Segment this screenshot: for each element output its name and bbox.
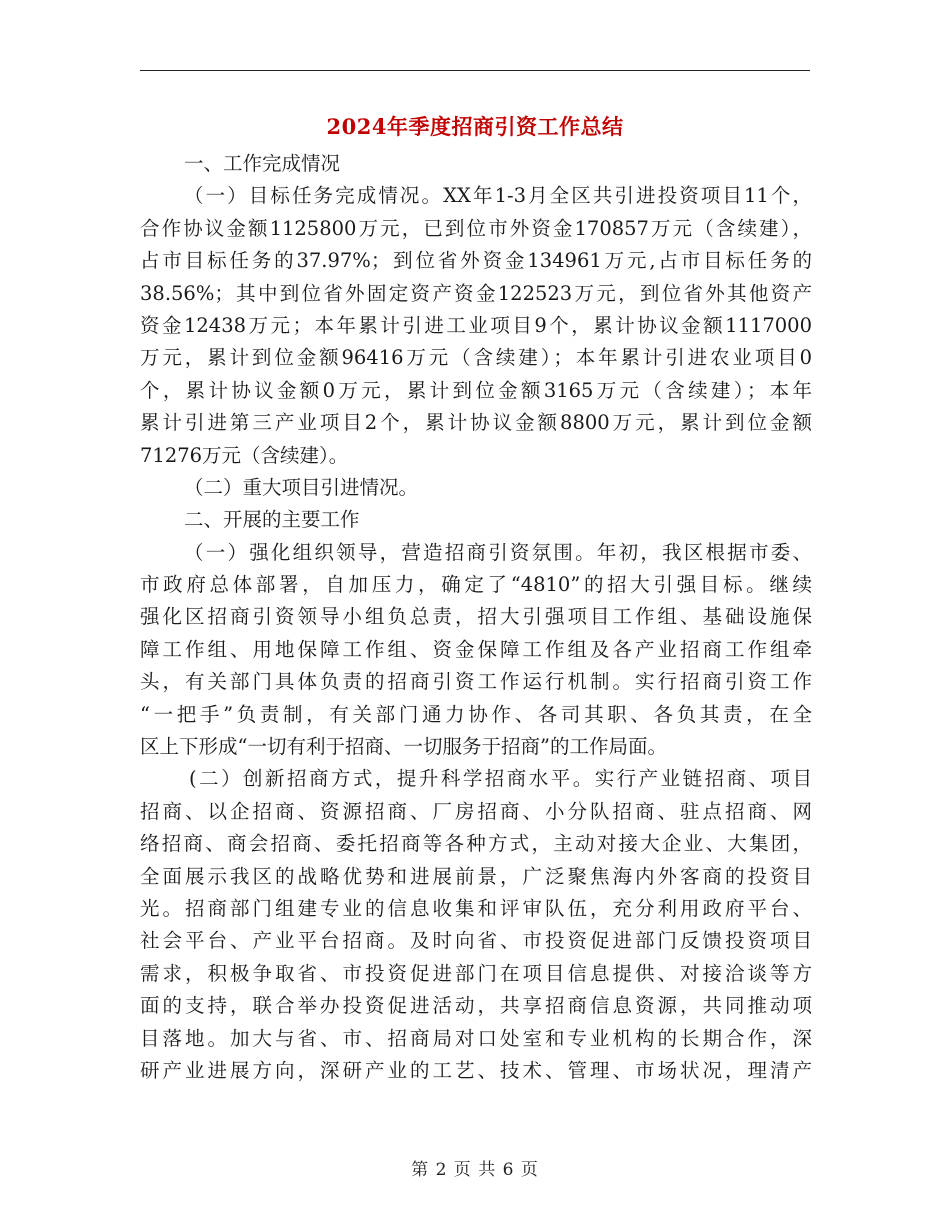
subsection-heading: （二）重大项目引进情况。 (184, 475, 419, 499)
paragraph-line: 社会平台、产业平台招商。及时向省、市投资促进部门反馈投资项目 (140, 929, 812, 953)
paragraph-line: 障工作组、用地保障工作组、资金保障工作组及各产业招商工作组牵 (140, 637, 812, 661)
paragraph-line: （一）目标任务完成情况。XX年1-3月全区共引进投资项目11个， (184, 184, 812, 208)
section-heading-2: 二、开展的主要工作 (184, 508, 360, 532)
paragraph-line: 区上下形成“一切有利于招商、一切服务于招商”的工作局面。 (140, 735, 667, 759)
paragraph-line: （一）强化组织领导，营造招商引资氛围。年初，我区根据市委、 (184, 540, 812, 564)
paragraph-line: 万元，累计到位金额96416万元（含续建）；本年累计引进农业项目0 (140, 346, 812, 370)
paragraph-line: 光。招商部门组建专业的信息收集和评审队伍，充分利用政府平台、 (140, 896, 812, 920)
paragraph-line: 研产业进展方向，深研产业的工艺、技术、管理、市场状况，理清产 (140, 1058, 812, 1082)
paragraph-line: 71276万元（含续建）。 (140, 443, 349, 467)
paragraph-line: 累计引进第三产业项目2个，累计协议金额8800万元，累计到位金额 (140, 411, 812, 435)
document-title: 2024年季度招商引资工作总结 (326, 114, 624, 139)
paragraph-line: 合作协议金额1125800万元，已到位市外资金170857万元（含续建）， (140, 216, 812, 240)
paragraph-line: 需求，积极争取省、市投资促进部门在项目信息提供、对接洽谈等方 (140, 961, 812, 985)
paragraph-line: “一把手”负责制，有关部门通力协作、各司其职、各负其责，在全 (140, 702, 812, 726)
paragraph-line: 全面展示我区的战略优势和进展前景，广泛聚焦海内外客商的投资目 (140, 864, 812, 888)
paragraph-line: 占市目标任务的37.97%；到位省外资金134961万元,占市目标任务的 (140, 249, 812, 273)
paragraph-line: 目落地。加大与省、市、招商局对口处室和专业机构的长期合作，深 (140, 1026, 812, 1050)
paragraph-line: 头，有关部门具体负责的招商引资工作运行机制。实行招商引资工作 (140, 670, 812, 694)
paragraph-line: (二）创新招商方式，提升科学招商水平。实行产业链招商、项目 (189, 767, 812, 791)
paragraph-line: 招商、以企招商、资源招商、厂房招商、小分队招商、驻点招商、网 (140, 799, 812, 823)
header-rule (140, 70, 810, 71)
section-heading-1: 一、工作完成情况 (184, 152, 341, 175)
paragraph-line: 络招商、商会招商、委托招商等各种方式，主动对接大企业、大集团， (140, 832, 812, 856)
paragraph-line: 强化区招商引资领导小组负总责，招大引强项目工作组、基础设施保 (140, 605, 812, 629)
paragraph-line: 面的支持，联合举办投资促进活动，共享招商信息资源，共同推动项 (140, 994, 812, 1018)
paragraph-line: 市政府总体部署，自加压力，确定了“4810”的招大引强目标。继续 (140, 573, 812, 597)
paragraph-line: 资金12438万元；本年累计引进工业项目9个，累计协议金额1117000 (140, 313, 812, 337)
document-body (140, 148, 812, 1087)
paragraph-line: 38.56%；其中到位省外固定资产资金122523万元，到位省外其他资产 (140, 281, 812, 305)
paragraph-line: 个，累计协议金额0万元，累计到位金额3165万元（含续建）；本年 (140, 378, 812, 402)
page-number: 第 2 页 共 6 页 (411, 1160, 539, 1180)
